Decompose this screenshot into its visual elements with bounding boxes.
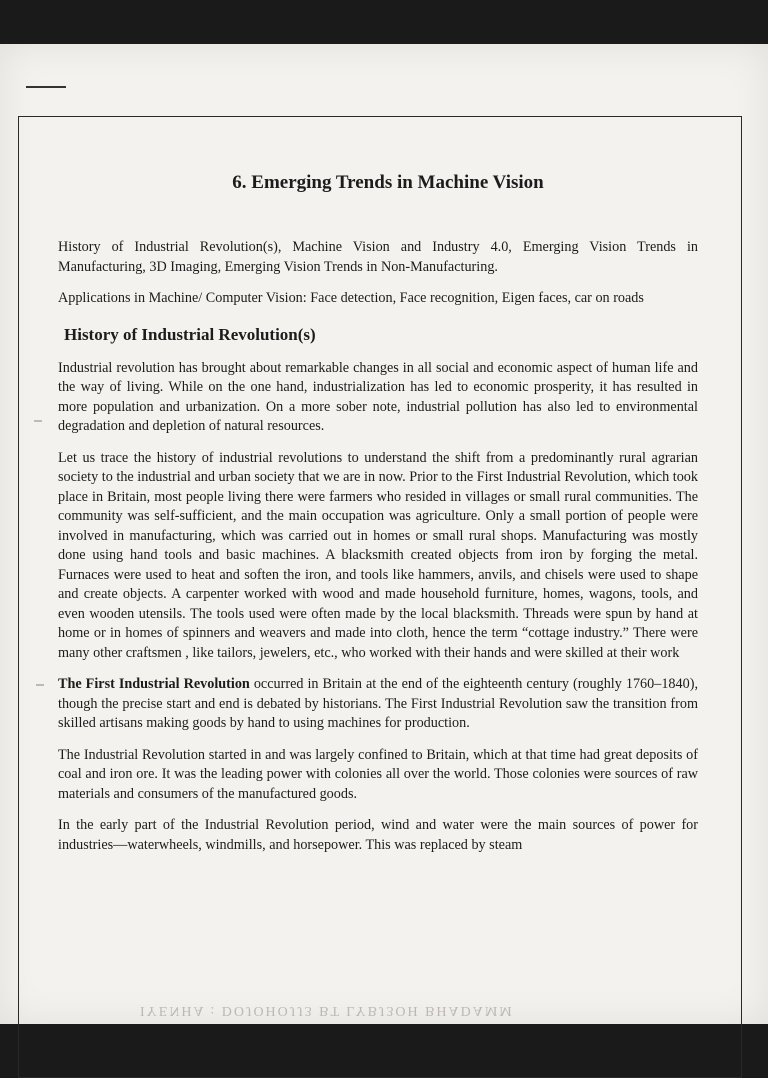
bold-term: The First Industrial Revolution [58,676,250,692]
applications-text: Applications in Machine/ Computer Vision: Face detection, Face recognition, Eigen faces, car on roads [58,290,644,306]
page-content [58,172,698,867]
syllabus-text: History of Industrial Revolution(s), Machine Vision and Industry 4.0, Emerging Vision Trends in Manufacturing, 3D Imaging, Emerging Vision Trends in Non-Manufacturing. [58,239,698,275]
margin-mark [36,684,44,686]
bleed-through-text: IYENHA : DOJOHOJJ3 BT LYBJ3OH BHADAMM [140,1003,514,1018]
paragraph-3-text: occurred in Britain at the end of the eighteenth century (roughly 1760–1840), though the precise start and end is debated by historians. The First Industrial Revolution saw the transition from skilled artisans making goods by hand to using machines for production. [58,676,698,731]
paragraph-2: Let us trace the history of industrial revolutions to understand the shift from a predominantly rural agrarian society to the industrial and urban society that we are in now. Prior to the First Industrial Revolution, which took place in Britain, most people living there were farmers who resided in villages or small rural communities. The community was self-sufficient, and the main occupation was agriculture. Only a small portion of people were involved in manufacturing, which was carried out in homes or small rural shops. Manufacturing was mostly done using hand tools and basic machines. A blacksmith created objects from iron by forging the metal. Furnaces were used to heat and soften the iron, and tools like hammers, anvils, and chisels were used to shape and create objects. A carpenter worked with wood and made household furniture, homes, wagons, tools, and even wooden utensils. The tools used were often made by the local blacksmith. Threads were spun by hand at home or in homes of spinners and weavers and made into cloth, hence the term “cottage industry.” There were many other craftsmen , like tailors, jewelers, etc., who worked with their hands and were skilled at their work [58,449,698,661]
paragraph-3 [58,675,698,734]
section-heading: History of Industrial Revolution(s) [64,324,316,344]
paragraph-5: In the early part of the Industrial Revolution period, wind and water were the main sources of power for industries—waterwheels, windmills, and horsepower. This was replaced by steam [58,817,698,853]
chapter-title: 6. Emerging Trends in Machine Vision [232,172,544,193]
corner-mark [26,86,66,88]
paragraph-1: Industrial revolution has brought about remarkable changes in all social and economic aspect of human life and the way of living. While on the one hand, industrialization has led to economic prosperity, it has resulted in more population and urbanization. On a more sober note, industrial pollution has also led to environmental degradation and depletion of natural resources. [58,359,698,434]
paragraph-4: The Industrial Revolution started in and was largely confined to Britain, which at that time had great deposits of coal and iron ore. It was the leading power with colonies all over the world. Those colonies were sources of raw materials and consumers of the manufactured goods. [58,746,698,802]
document-page [0,44,768,1024]
margin-mark [34,420,42,422]
